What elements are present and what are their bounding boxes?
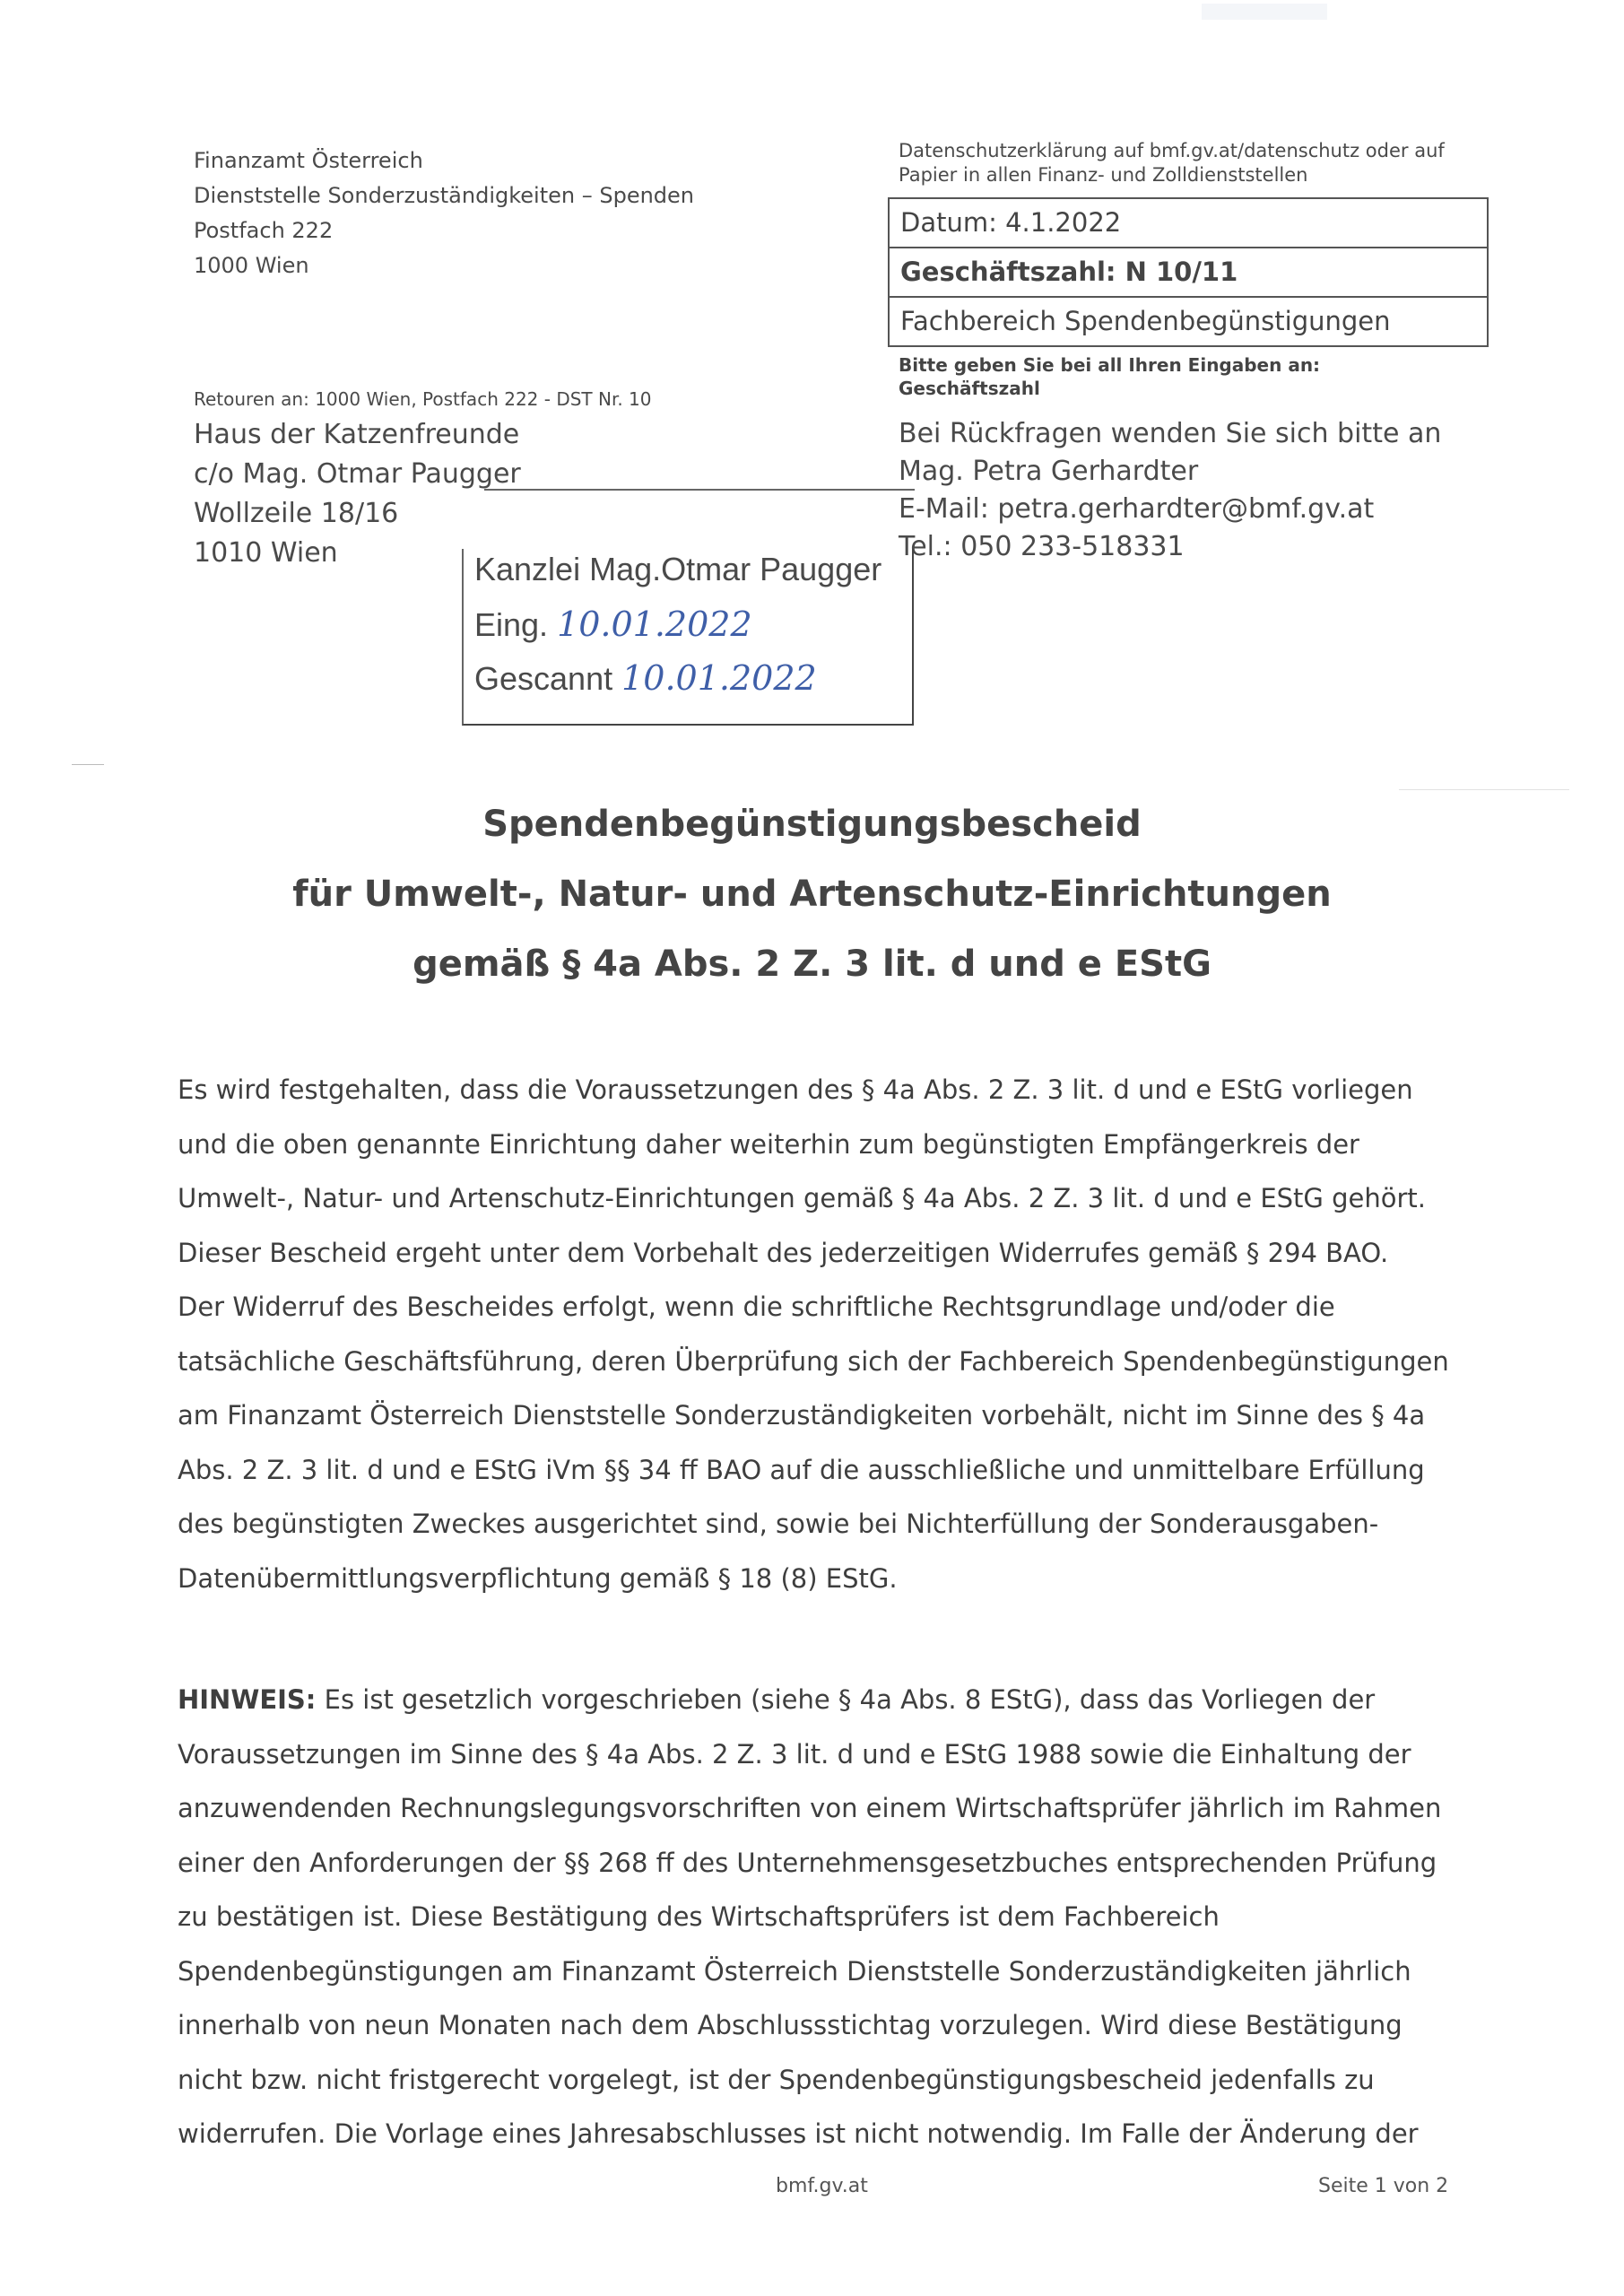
contact-email: E-Mail: petra.gerhardter@bmf.gv.at [899, 493, 1375, 525]
sender-address [194, 144, 694, 283]
notice-label: HINWEIS: [178, 1684, 317, 1715]
text-line: nicht bzw. nicht fristgerecht vorgelegt, ist der Spendenbegünstigungsbescheid jedenfalls zu [178, 2064, 1375, 2095]
text-line: Voraussetzungen im Sinne des § 4a Abs. 2 Z. 3 lit. d und e EStG 1988 sowie die Einhaltung der [178, 1738, 1411, 1770]
text-line: Umwelt-, Natur- und Artenschutz-Einrichtungen gemäß § 4a Abs. 2 Z. 3 lit. d und e EStG gehört. [178, 1183, 1426, 1213]
text-line: und die oben genannte Einrichtung daher weiterhin zum begünstigten Empfängerkreis der [178, 1128, 1359, 1160]
text-line: Dieser Bescheid ergeht unter dem Vorbehalt des jederzeitigen Widerrufes gemäß § 294 BAO. [178, 1237, 1389, 1268]
sender-line: Finanzamt Österreich [194, 148, 423, 173]
title-line: gemäß § 4a Abs. 2 Z. 3 lit. d und e EStG [413, 944, 1211, 985]
paragraph-decision [178, 1063, 1469, 1605]
document-date: Datum: 4.1.2022 [890, 199, 1487, 248]
text-line: zu bestätigen ist. Diese Bestätigung des Wirtschaftsprüfers ist dem Fachbereich [178, 1901, 1220, 1932]
return-address: Retouren an: 1000 Wien, Postfach 222 - DST Nr. 10 [194, 388, 652, 410]
department: Fachbereich Spendenbegünstigungen [900, 306, 1391, 336]
contact-phone: Tel.: 050 233-518331 [899, 531, 1185, 562]
reference-box [888, 197, 1489, 347]
paragraph-notice [178, 1673, 1469, 2161]
text-line: des begünstigten Zweckes ausgerichtet sind, sowie bei Nichterfüllung der Sonderausgaben- [178, 1509, 1379, 1539]
stamp-scanned-date: 10.01.2022 [621, 658, 817, 698]
stamp-top-border [484, 489, 915, 491]
case-number: Geschäftszahl: N 10/11 [890, 248, 1487, 298]
stamp-received-row [474, 604, 752, 644]
text-line: tatsächliche Geschäftsführung, deren Überprüfung sich der Fachbereich Spendenbegünstigungen [178, 1345, 1449, 1377]
received-stamp [462, 549, 914, 726]
text-line: innerhalb von neun Monaten nach dem Abschlussstichtag vorzulegen. Wird diese Bestätigung [178, 2010, 1403, 2040]
title-line: für Umwelt-, Natur- und Artenschutz-Einrichtungen [292, 874, 1332, 915]
sender-line: Dienststelle Sonderzuständigkeiten – Spenden [194, 183, 694, 208]
stamp-scanned-label: Gescannt [474, 660, 613, 697]
reference-hint-line: Geschäftszahl [899, 378, 1040, 399]
document-title [0, 789, 1624, 999]
text-line: einer den Anforderungen der §§ 268 ff des Unternehmensgesetzbuches entsprechenden Prüfung [178, 1847, 1437, 1878]
text-line [178, 1673, 1469, 1727]
stamp-received-date: 10.01.2022 [557, 604, 752, 644]
reference-hint-line: Bitte geben Sie bei all Ihren Eingaben an: [899, 354, 1321, 376]
recipient-line: c/o Mag. Otmar Paugger [194, 458, 521, 490]
scan-line [72, 764, 104, 765]
recipient-line: Haus der Katzenfreunde [194, 419, 520, 450]
scan-smudge [1202, 4, 1327, 20]
stamp-office: Kanzlei Mag.Otmar Paugger [474, 551, 882, 587]
title-line: Spendenbegünstigungsbescheid [482, 804, 1142, 845]
text-line: anzuwendenden Rechnungslegungsvorschriften von einem Wirtschaftsprüfer jährlich im Rahmen [178, 1793, 1442, 1823]
footer-website: bmf.gv.at [776, 2175, 868, 2197]
sender-line: 1000 Wien [194, 253, 309, 278]
contact-person: Mag. Petra Gerhardter [899, 456, 1199, 487]
text-line: am Finanzamt Österreich Dienststelle Sonderzuständigkeiten vorbehält, nicht im Sinne des § 4a [178, 1400, 1426, 1431]
text-line: Spendenbegünstigungen am Finanzamt Österreich Dienststelle Sonderzuständigkeiten jährlich [178, 1955, 1411, 1987]
notice-first-line: Es ist gesetzlich vorgeschrieben (siehe § 4a Abs. 8 EStG), dass das Vorliegen der [316, 1684, 1376, 1715]
privacy-note: Datenschutzerklärung auf bmf.gv.at/datenschutz oder auf Papier in allen Finanz- und Zolldienststellen [899, 140, 1445, 186]
recipient-line: 1010 Wien [194, 537, 338, 569]
text-line: Datenübermittlungsverpflichtung gemäß § 18 (8) EStG. [178, 1562, 898, 1594]
footer-page-number: Seite 1 von 2 [1318, 2175, 1449, 2197]
text-line: Es wird festgehalten, dass die Voraussetzungen des § 4a Abs. 2 Z. 3 lit. d und e EStG vorliegen [178, 1074, 1413, 1105]
contact-block [899, 415, 1441, 566]
recipient-line: Wollzeile 18/16 [194, 498, 399, 529]
text-line: Der Widerruf des Bescheides erfolgt, wenn die schriftliche Rechtsgrundlage und/oder die [178, 1292, 1335, 1322]
stamp-scanned-row [474, 658, 817, 698]
stamp-received-label: Eing. [474, 606, 549, 643]
contact-line: Bei Rückfragen wenden Sie sich bitte an [899, 418, 1442, 449]
reference-hint [899, 353, 1320, 400]
sender-line: Postfach 222 [194, 218, 334, 243]
text-line: widerrufen. Die Vorlage eines Jahresabschlusses ist nicht notwendig. Im Falle der Änderung der [178, 2118, 1419, 2149]
text-line: Abs. 2 Z. 3 lit. d und e EStG iVm §§ 34 ff BAO auf die ausschließliche und unmittelbare Erfüllung [178, 1454, 1425, 1485]
